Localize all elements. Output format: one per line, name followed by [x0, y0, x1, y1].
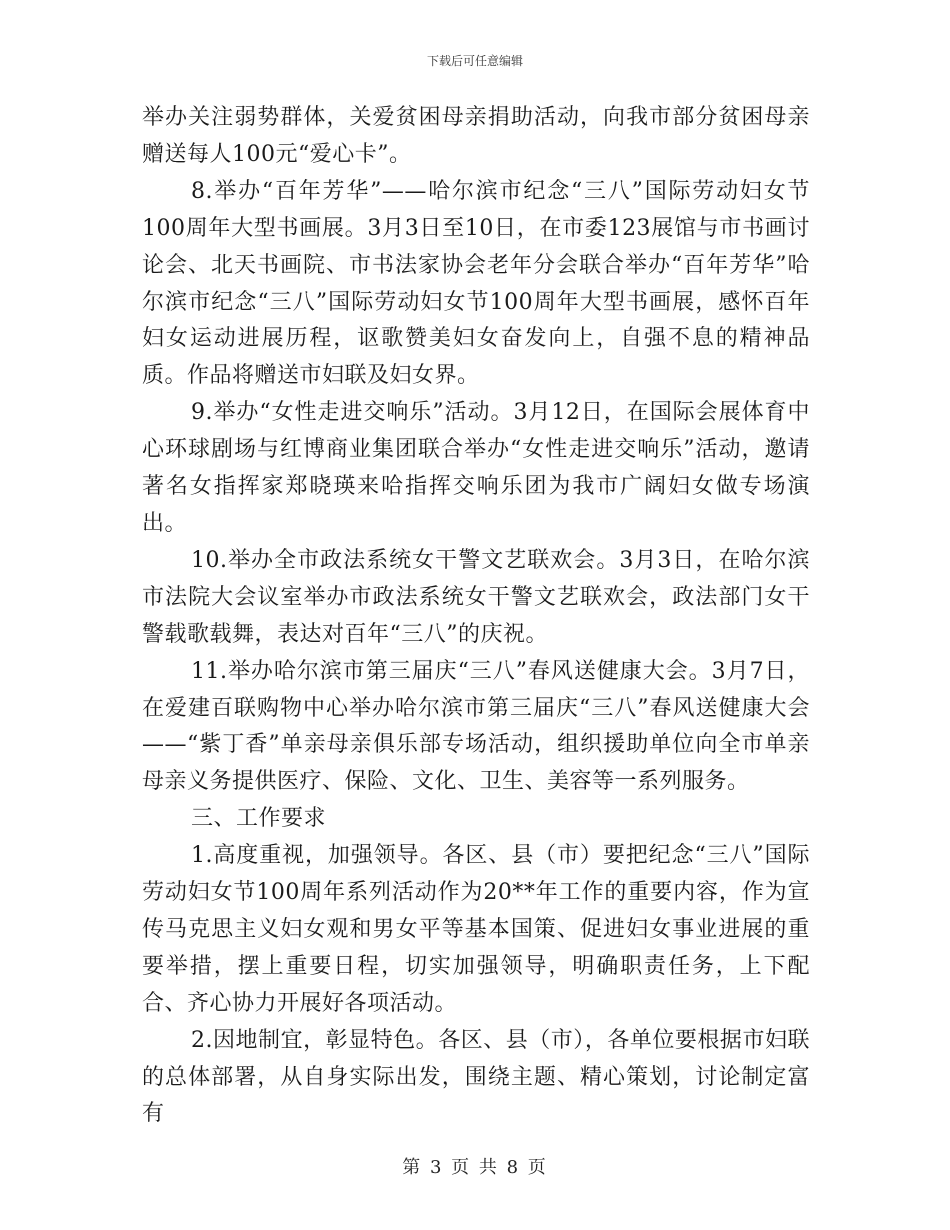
paragraph-requirement-1: 1.高度重视，加强领导。各区、县（市）要把纪念“三八”国际劳动妇女节100周年系列活动作为20**年工作的重要内容，作为宣传马克思主义妇女观和男女平等基本国策、促进妇女事业进展的重要举措，摆上重要日程，切实加强领导，明确职责任务，上下配合、齐心协力开展好各项活动。	[142, 843, 810, 1016]
paragraph-item-8: 8.举办“百年芳华”——哈尔滨市纪念“三八”国际劳动妇女节100周年大型书画展。3月3日至10日，在市委123展馆与市书画讨论会、北天书画院、市书法家协会老年分会联合举办“百年芳华”哈尔滨市纪念“三八”国际劳动妇女节100周年大型书画展，感怀百年妇女运动进展历程，讴歌赞美妇女奋发向上，自强不息的精神品质。作品将赠送市妇联及妇女界。	[142, 178, 810, 389]
document-body	[142, 100, 810, 1133]
paragraph-item-10: 10.举办全市政法系统女干警文艺联欢会。3月3日，在哈尔滨市法院大会议室举办市政法系统女干警文艺联欢会，政法部门女干警载歌载舞，表达对百年“三八”的庆祝。	[142, 547, 810, 647]
section-heading-work-requirements: 三、工作要求	[191, 806, 327, 832]
page-header-note: 下载后可任意编辑	[426, 54, 523, 68]
paragraph-item-9: 9.举办“女性走进交响乐”活动。3月12日，在国际会展体育中心环球剧场与红博商业集团联合举办“女性走进交响乐”活动，邀请著名女指挥家郑晓瑛来哈指挥交响乐团为我市广阔妇女做专场演出。	[142, 400, 810, 536]
page-number-footer: 第 3 页 共 8 页	[402, 1157, 548, 1178]
paragraph-requirement-2: 2.因地制宜，彰显特色。各区、县（市），各单位要根据市妇联的总体部署，从自身实际出发，围绕主题、精心策划，讨论制定富有	[142, 1027, 810, 1127]
paragraph-continuation: 举办关注弱势群体，关爱贫困母亲捐助活动，向我市部分贫困母亲赠送每人100元“爱心卡”。	[142, 105, 810, 167]
paragraph-item-11: 11.举办哈尔滨市第三届庆“三八”春风送健康大会。3月7日，在爱建百联购物中心举办哈尔滨市第三届庆“三八”春风送健康大会——“紫丁香”单亲母亲俱乐部专场活动，组织援助单位向全市单亲母亲义务提供医疗、保险、文化、卫生、美容等一系列服务。	[142, 658, 810, 795]
